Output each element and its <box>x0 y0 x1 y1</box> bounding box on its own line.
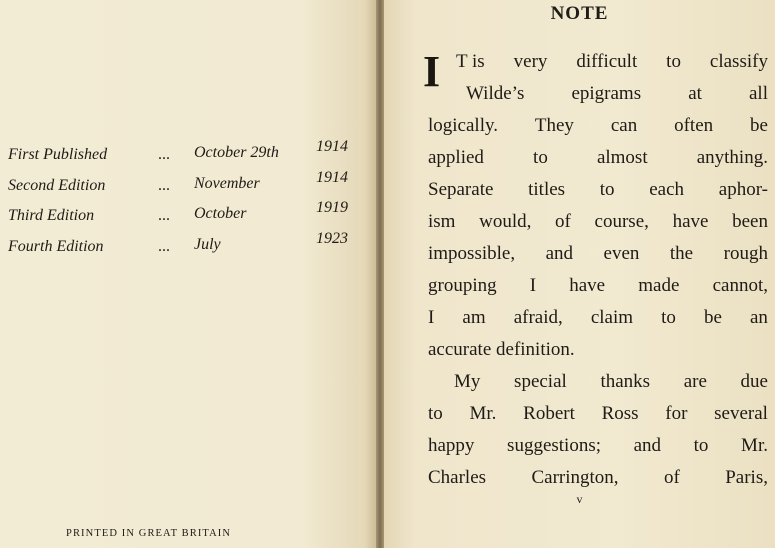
page-number: v <box>576 492 583 506</box>
word: even <box>603 243 640 264</box>
text-line <box>428 430 768 462</box>
text-line <box>428 366 768 398</box>
word: of <box>663 467 680 488</box>
word: course, <box>594 211 649 232</box>
text-line <box>428 462 768 494</box>
word: am <box>462 307 486 328</box>
printed-in-imprint: PRINTED IN GREAT BRITAIN <box>66 528 232 539</box>
edition-label: First Published <box>8 146 108 163</box>
edition-year: 1914 <box>316 168 348 186</box>
word: for <box>665 403 688 424</box>
word: They <box>534 115 574 136</box>
word: would, <box>479 211 532 232</box>
word: T is <box>456 51 485 72</box>
word: and <box>633 435 662 456</box>
text-line <box>428 174 768 206</box>
right-page <box>384 0 775 548</box>
word: accurate definition. <box>428 339 575 360</box>
word: Mr. <box>741 435 768 456</box>
word: thanks <box>600 371 651 392</box>
text-line <box>428 238 768 270</box>
edition-year: 1923 <box>316 229 348 247</box>
word: anything. <box>696 147 768 168</box>
text-line <box>428 46 768 78</box>
word: afraid, <box>513 307 563 328</box>
drop-cap: I <box>423 47 441 96</box>
word: grouping <box>428 275 497 296</box>
word: Separate <box>428 179 494 200</box>
word: aphor- <box>718 179 768 200</box>
edition-history <box>8 136 348 258</box>
word: Ross <box>601 403 639 424</box>
word: to <box>533 147 548 168</box>
word: all <box>749 83 768 104</box>
word: have <box>672 211 709 232</box>
edition-date: November <box>194 174 260 192</box>
word: have <box>569 275 606 296</box>
word: be <box>703 307 722 328</box>
word: epigrams <box>571 83 642 104</box>
text-line <box>428 270 768 302</box>
edition-row <box>8 197 348 228</box>
word: Charles <box>428 467 487 488</box>
word: titles <box>528 179 566 200</box>
word: at <box>688 83 702 104</box>
word: been <box>732 211 768 232</box>
word: due <box>740 371 768 392</box>
word: I <box>428 307 435 328</box>
word: logically. <box>428 115 498 136</box>
edition-date: October <box>194 205 247 222</box>
word: Mr. <box>469 403 497 424</box>
word: impossible, <box>428 243 516 264</box>
word: happy <box>428 435 475 456</box>
edition-date: July <box>194 235 221 253</box>
text-line <box>428 206 768 238</box>
word: to <box>693 435 709 456</box>
word: My <box>454 371 481 392</box>
word: classify <box>709 51 768 72</box>
edition-row <box>8 136 348 167</box>
text-line <box>428 142 768 174</box>
book-gutter <box>376 0 384 548</box>
edition-date: October 29th <box>194 144 279 161</box>
word: several <box>714 403 768 424</box>
word: very <box>513 51 548 72</box>
word: suggestions; <box>507 435 601 456</box>
edition-leader-dots: ... <box>158 207 170 224</box>
word: often <box>674 115 714 136</box>
text-line <box>428 334 768 366</box>
edition-row <box>8 167 348 198</box>
word: applied <box>428 147 484 168</box>
word: I <box>529 275 537 296</box>
word: almost <box>596 147 648 168</box>
word: rough <box>723 243 768 264</box>
text-line <box>428 398 768 430</box>
word: difficult <box>576 51 638 72</box>
edition-row <box>8 228 348 259</box>
word: special <box>514 371 567 392</box>
text-line <box>428 302 768 334</box>
word: of <box>555 211 571 232</box>
word: an <box>750 307 768 328</box>
word: are <box>683 371 707 392</box>
edition-label: Fourth Edition <box>8 237 104 255</box>
word: to <box>661 307 676 328</box>
note-body <box>423 46 768 494</box>
edition-year: 1914 <box>316 138 348 155</box>
word: ism <box>428 211 456 232</box>
edition-leader-dots: ... <box>158 237 170 255</box>
edition-label: Second Edition <box>8 176 106 194</box>
word: Robert <box>523 403 575 424</box>
word: to <box>428 403 443 424</box>
edition-leader-dots: ... <box>158 176 170 194</box>
word: Paris, <box>725 467 768 488</box>
word: the <box>669 243 694 264</box>
word: be <box>750 115 768 136</box>
word: to <box>666 51 681 72</box>
word: can <box>610 115 638 136</box>
word: made <box>638 275 680 296</box>
word: and <box>545 243 574 264</box>
edition-label: Third Edition <box>8 207 95 224</box>
word: Wilde’s <box>466 83 525 104</box>
page-title: NOTE <box>550 3 609 24</box>
edition-leader-dots: ... <box>158 146 170 163</box>
word: to <box>599 179 615 200</box>
text-line <box>428 78 768 110</box>
word: each <box>649 179 685 200</box>
word: cannot, <box>712 275 768 296</box>
text-line <box>428 110 768 142</box>
left-page <box>0 0 376 548</box>
word: Carrington, <box>531 467 619 488</box>
word: claim <box>590 307 634 328</box>
edition-year: 1919 <box>316 199 348 216</box>
